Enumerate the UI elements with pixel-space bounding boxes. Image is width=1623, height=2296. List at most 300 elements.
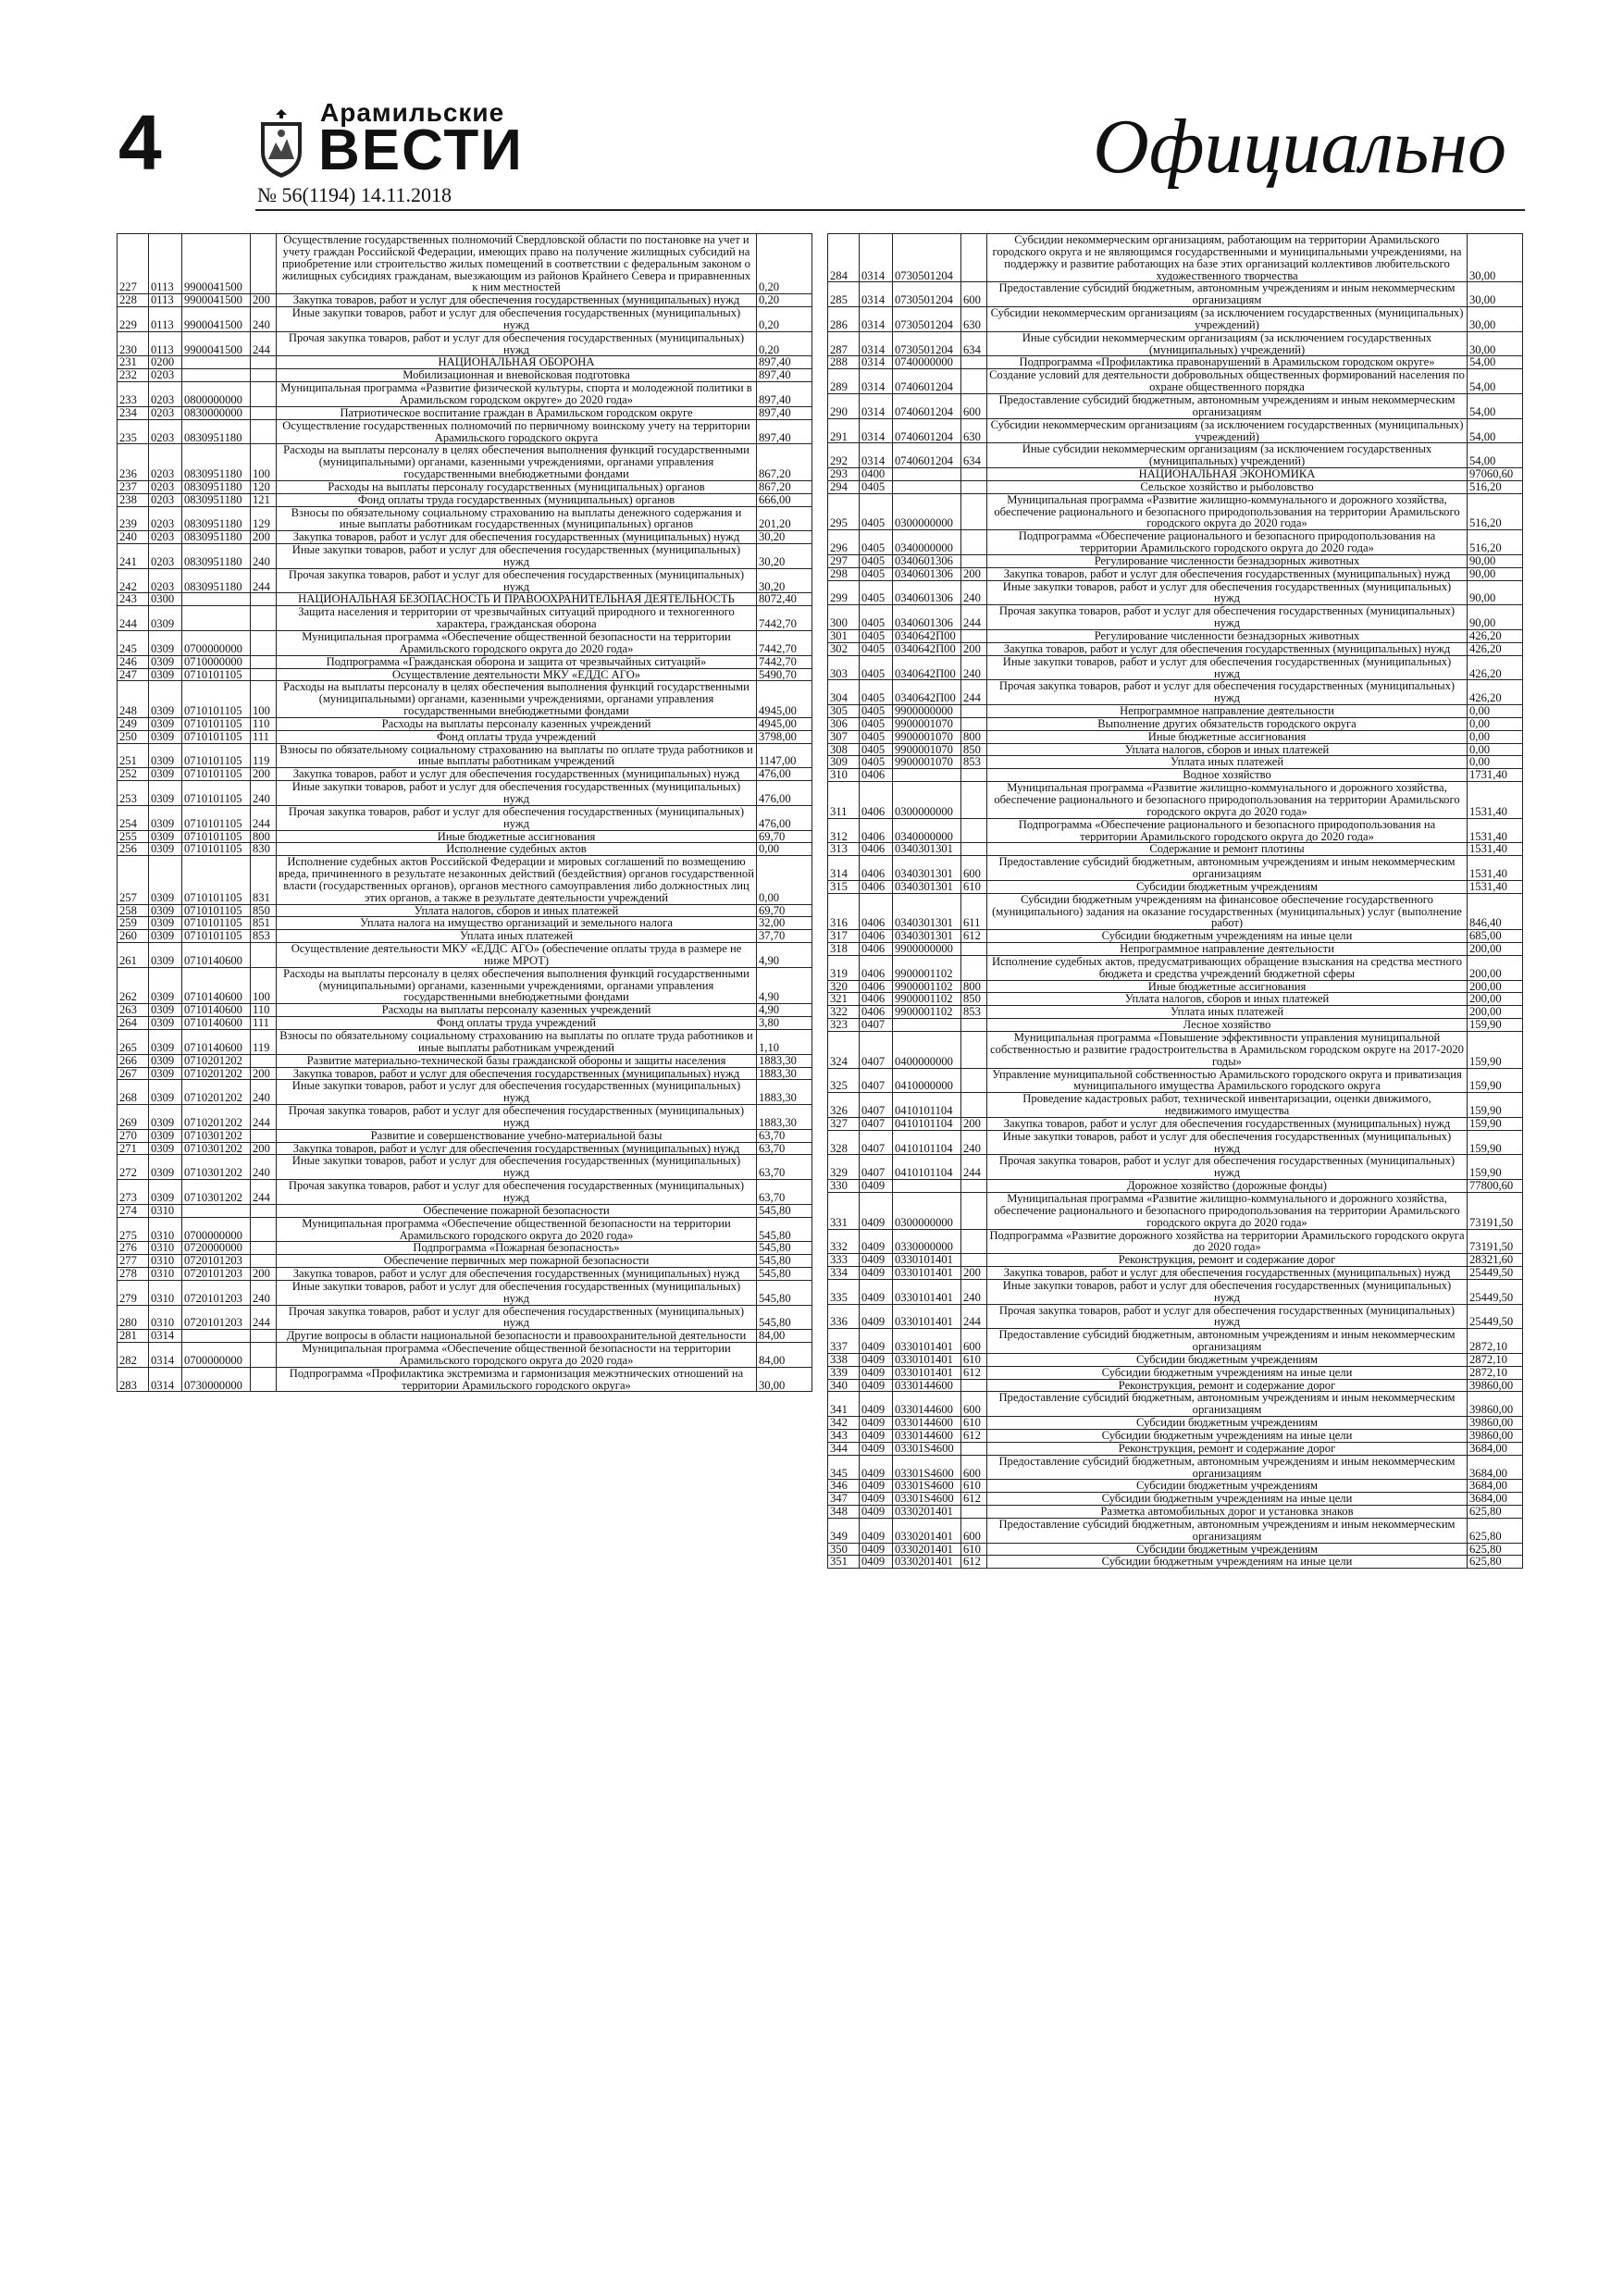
description: Расходы на выплаты персоналу казенных учреждений <box>277 717 757 730</box>
amount: 90,00 <box>1468 567 1523 580</box>
row-number: 280 <box>118 1305 149 1330</box>
expense-type <box>251 943 277 968</box>
table-row <box>118 1330 812 1343</box>
target-code <box>893 468 961 481</box>
table-row <box>828 893 1523 930</box>
table-row <box>828 1019 1523 1032</box>
description: Субсидии бюджетным учреждениям <box>987 880 1468 893</box>
table-row <box>118 655 812 668</box>
section-code: 0310 <box>149 1255 182 1268</box>
amount: 30,20 <box>757 568 812 593</box>
amount: 84,00 <box>757 1343 812 1368</box>
description: Непрограммное направление деятельности <box>987 943 1468 956</box>
budget-table-right <box>827 233 1523 1569</box>
table-row <box>828 1366 1523 1379</box>
section-code: 0409 <box>860 1506 893 1519</box>
target-code: 0340642П00 <box>893 680 961 705</box>
table-row <box>828 630 1523 643</box>
table-row <box>828 1068 1523 1093</box>
row-number: 252 <box>118 768 149 781</box>
description: Расходы на выплаты персоналу государственных (муниципальных) органов <box>277 480 757 493</box>
amount: 0,00 <box>1468 730 1523 743</box>
description: Муниципальная программа «Обеспечение общественной безопасности на территории Арамильского городского округа до 2020 года» <box>277 631 757 656</box>
description: Иные закупки товаров, работ и услуг для обеспечения государственных (муниципальных) нужд <box>987 580 1468 605</box>
expense-type: 610 <box>961 880 987 893</box>
table-row <box>828 468 1523 481</box>
row-number: 294 <box>828 480 860 493</box>
expense-type <box>961 468 987 481</box>
amount: 685,00 <box>1468 930 1523 943</box>
expense-type: 240 <box>961 580 987 605</box>
table-row <box>828 993 1523 1006</box>
target-code: 0340000000 <box>893 818 961 843</box>
target-code: 0730501204 <box>893 307 961 332</box>
section-code: 0113 <box>149 307 182 332</box>
section-code: 0405 <box>860 567 893 580</box>
expense-type: 200 <box>251 1268 277 1281</box>
expense-type: 850 <box>251 904 277 917</box>
row-number: 299 <box>828 580 860 605</box>
expense-type: 200 <box>251 294 277 307</box>
section-code: 0309 <box>149 1030 182 1055</box>
target-code: 0340642П00 <box>893 655 961 680</box>
expense-type: 612 <box>961 930 987 943</box>
section-code: 0405 <box>860 630 893 643</box>
expense-type <box>961 1192 987 1229</box>
target-code: 0710201202 <box>182 1054 251 1067</box>
expense-type: 831 <box>251 856 277 904</box>
section-code: 0407 <box>860 1068 893 1093</box>
target-code: 0330201401 <box>893 1506 961 1519</box>
row-number: 336 <box>828 1304 860 1329</box>
row-number: 314 <box>828 856 860 881</box>
amount: 63,70 <box>757 1180 812 1205</box>
description: Взносы по обязательному социальному страхованию на выплаты денежного содержания и иные выплаты работникам государственных (муниципальных) органов <box>277 506 757 531</box>
target-code: 0340301301 <box>893 893 961 930</box>
amount: 516,20 <box>1468 493 1523 530</box>
section-code: 0405 <box>860 493 893 530</box>
description: Субсидии бюджетным учреждениям на иные цели <box>987 1430 1468 1443</box>
table-row <box>118 480 812 493</box>
table-row <box>828 756 1523 769</box>
expense-type: 853 <box>961 1006 987 1019</box>
row-number: 343 <box>828 1430 860 1443</box>
amount: 39860,00 <box>1468 1392 1523 1417</box>
target-code: 0730000000 <box>182 1367 251 1392</box>
expense-type: 200 <box>251 531 277 544</box>
table-row <box>828 1506 1523 1519</box>
amount: 200,00 <box>1468 993 1523 1006</box>
description: Иные бюджетные ассигнования <box>987 730 1468 743</box>
expense-type <box>961 1254 987 1267</box>
amount: 32,00 <box>757 917 812 930</box>
target-code <box>893 1019 961 1032</box>
section-code: 0409 <box>860 1366 893 1379</box>
expense-type: 200 <box>251 1142 277 1155</box>
expense-type <box>961 705 987 718</box>
amount: 73191,50 <box>1468 1229 1523 1254</box>
section-code: 0309 <box>149 943 182 968</box>
table-row <box>118 369 812 382</box>
section-code: 0406 <box>860 980 893 993</box>
description: Прочая закупка товаров, работ и услуг для обеспечения государственных (муниципальных) нужд <box>987 680 1468 705</box>
expense-type <box>251 1367 277 1392</box>
table-row <box>828 530 1523 555</box>
row-number: 313 <box>828 843 860 856</box>
target-code: 0720101203 <box>182 1268 251 1281</box>
description: Закупка товаров, работ и услуг для обеспечения государственных (муниципальных) нужд <box>277 1268 757 1281</box>
amount: 73191,50 <box>1468 1192 1523 1229</box>
row-number: 310 <box>828 769 860 782</box>
table-row <box>828 769 1523 782</box>
table-row <box>828 843 1523 856</box>
expense-type <box>961 630 987 643</box>
header-divider <box>255 209 1525 211</box>
section-code: 0309 <box>149 1180 182 1205</box>
table-row <box>828 1229 1523 1254</box>
table-row <box>118 1217 812 1242</box>
description: Содержание и ремонт плотины <box>987 843 1468 856</box>
target-code: 0340000000 <box>893 530 961 555</box>
row-number: 259 <box>118 917 149 930</box>
expense-type: 240 <box>251 1280 277 1305</box>
budget-table-left <box>117 233 812 1392</box>
expense-type: 240 <box>961 1130 987 1155</box>
description: Реконструкция, ремонт и содержание дорог <box>987 1442 1468 1455</box>
table-row <box>828 880 1523 893</box>
row-number: 330 <box>828 1180 860 1193</box>
row-number: 348 <box>828 1506 860 1519</box>
expense-type: 119 <box>251 743 277 768</box>
target-code: 9900001102 <box>893 980 961 993</box>
target-code: 0830951180 <box>182 544 251 569</box>
expense-type <box>961 1229 987 1254</box>
row-number: 342 <box>828 1417 860 1430</box>
description: Исполнение судебных актов Российской Федерации и мировых соглашений по возмещению вреда, причиненного в результате незаконных действий (бездействия) органов государственной власти (государственных органов), органов местного самоуправления либо должностных лиц этих органов, а также в результате деятельности учреждений <box>277 856 757 904</box>
row-number: 231 <box>118 356 149 369</box>
target-code: 0730501204 <box>893 331 961 356</box>
target-code: 9900001070 <box>893 730 961 743</box>
expense-type: 853 <box>251 930 277 943</box>
row-number: 273 <box>118 1180 149 1205</box>
section-code: 0309 <box>149 1142 182 1155</box>
section-code: 0203 <box>149 480 182 493</box>
table-row <box>118 904 812 917</box>
section-code: 0203 <box>149 531 182 544</box>
target-code: 0340642П00 <box>893 630 961 643</box>
table-row <box>828 393 1523 418</box>
table-row <box>828 331 1523 356</box>
row-number: 298 <box>828 567 860 580</box>
expense-type <box>961 530 987 555</box>
row-number: 245 <box>118 631 149 656</box>
target-code: 0710101105 <box>182 668 251 681</box>
description: Развитие материально-технической базы гражданской обороны и защиты населения <box>277 1054 757 1067</box>
description: Прочая закупка товаров, работ и услуг для обеспечения государственных (муниципальных) нужд <box>277 1180 757 1205</box>
table-row <box>828 567 1523 580</box>
target-code: 0300000000 <box>893 493 961 530</box>
table-row <box>118 917 812 930</box>
target-code: 0330201401 <box>893 1518 961 1543</box>
section-code: 0314 <box>860 393 893 418</box>
table-row <box>828 818 1523 843</box>
amount: 7442,70 <box>757 606 812 631</box>
section-code: 0406 <box>860 943 893 956</box>
table-row <box>118 544 812 569</box>
description: Прочая закупка товаров, работ и услуг для обеспечения государственных (муниципальных) нужд <box>277 568 757 593</box>
expense-type: 129 <box>251 506 277 531</box>
table-row <box>828 642 1523 655</box>
target-code: 9900001070 <box>893 743 961 756</box>
expense-type: 600 <box>961 282 987 307</box>
target-code: 0710101105 <box>182 781 251 806</box>
section-code: 0309 <box>149 743 182 768</box>
description: Уплата иных платежей <box>987 1006 1468 1019</box>
section-code: 0309 <box>149 1080 182 1105</box>
amount: 426,20 <box>1468 630 1523 643</box>
table-row <box>828 493 1523 530</box>
description: Закупка товаров, работ и услуг для обеспечения государственных (муниципальных) нужд <box>987 1267 1468 1280</box>
amount: 516,20 <box>1468 480 1523 493</box>
description: Муниципальная программа «Развитие жилищно-коммунального и дорожного хозяйства, обеспечение рационального и безопасного природопользования на территории Арамильского городского округа до 2020 года» <box>987 1192 1468 1229</box>
amount: 1531,40 <box>1468 818 1523 843</box>
table-row <box>828 307 1523 332</box>
description: Подпрограмма «Обеспечение рационального и безопасного природопользования на территории Арамильского городского округа до 2020 года» <box>987 818 1468 843</box>
description: Подпрограмма «Гражданская оборона и защита от чрезвычайных ситуаций» <box>277 655 757 668</box>
row-number: 325 <box>828 1068 860 1093</box>
expense-type <box>961 480 987 493</box>
expense-type: 830 <box>251 843 277 856</box>
expense-type: 610 <box>961 1480 987 1493</box>
description: Уплата налогов, сборов и иных платежей <box>277 904 757 917</box>
row-number: 346 <box>828 1480 860 1493</box>
target-code: 0730501204 <box>893 282 961 307</box>
section-code: 0407 <box>860 1155 893 1180</box>
description: Уплата налогов, сборов и иных платежей <box>987 993 1468 1006</box>
amount: 159,90 <box>1468 1130 1523 1155</box>
section-code: 0310 <box>149 1305 182 1330</box>
amount: 625,80 <box>1468 1556 1523 1569</box>
amount: 201,20 <box>757 506 812 531</box>
table-row <box>828 1543 1523 1556</box>
expense-type <box>961 1379 987 1392</box>
target-code: 0340301301 <box>893 843 961 856</box>
description: Осуществление деятельности МКУ «ЕДДС АГО» <box>277 668 757 681</box>
description: Мобилизационная и вневойсковая подготовка <box>277 369 757 382</box>
section-code: 0407 <box>860 1032 893 1069</box>
description: Создание условий для деятельности добровольных общественных формирований населения по охране общественного порядка <box>987 369 1468 394</box>
description: Осуществление государственных полномочий по первичному воинскому учету на территории Арамильского городского округа <box>277 419 757 444</box>
row-number: 262 <box>118 967 149 1004</box>
table-row <box>828 1556 1523 1569</box>
amount: 545,80 <box>757 1255 812 1268</box>
table-row <box>828 1379 1523 1392</box>
expense-type: 200 <box>961 1117 987 1130</box>
target-code: 9900000000 <box>893 705 961 718</box>
row-number: 351 <box>828 1556 860 1569</box>
table-row <box>828 1093 1523 1118</box>
expense-type <box>251 234 277 294</box>
expense-type: 200 <box>251 1067 277 1080</box>
amount: 25449,50 <box>1468 1267 1523 1280</box>
target-code: 03301S4600 <box>893 1480 961 1493</box>
expense-type: 600 <box>961 1392 987 1417</box>
description: Проведение кадастровых работ, технической инвентаризации, оценки движимого, недвижимого имущества <box>987 1093 1468 1118</box>
section-code: 0314 <box>860 418 893 443</box>
amount: 7442,70 <box>757 631 812 656</box>
table-row <box>118 1067 812 1080</box>
table-row <box>118 1054 812 1067</box>
expense-type <box>251 1217 277 1242</box>
section-code: 0405 <box>860 743 893 756</box>
section-code: 0405 <box>860 642 893 655</box>
row-number: 347 <box>828 1493 860 1506</box>
expense-type <box>251 1204 277 1217</box>
section-code: 0200 <box>149 356 182 369</box>
expense-type <box>251 631 277 656</box>
section-code: 0406 <box>860 856 893 881</box>
expense-type: 610 <box>961 1543 987 1556</box>
target-code: 0710101105 <box>182 730 251 743</box>
target-code: 0700000000 <box>182 1217 251 1242</box>
row-number: 249 <box>118 717 149 730</box>
description: Фонд оплаты труда учреждений <box>277 730 757 743</box>
section-code: 0309 <box>149 730 182 743</box>
target-code: 0330101401 <box>893 1279 961 1304</box>
expense-type: 630 <box>961 418 987 443</box>
section-code: 0409 <box>860 1417 893 1430</box>
section-code: 0409 <box>860 1480 893 1493</box>
target-code: 0340301301 <box>893 930 961 943</box>
amount: 1531,40 <box>1468 856 1523 881</box>
expense-type <box>961 1093 987 1118</box>
target-code: 9900001070 <box>893 756 961 769</box>
amount: 3684,00 <box>1468 1493 1523 1506</box>
description: Фонд оплаты труда государственных (муниципальных) органов <box>277 493 757 506</box>
target-code: 0710000000 <box>182 655 251 668</box>
row-number: 277 <box>118 1255 149 1268</box>
page-header <box>109 93 1516 222</box>
description: Подпрограмма «Пожарная безопасность» <box>277 1242 757 1255</box>
target-code: 0710101105 <box>182 843 251 856</box>
section-code: 0203 <box>149 406 182 419</box>
target-code: 0700000000 <box>182 1343 251 1368</box>
target-code: 0400000000 <box>893 1032 961 1069</box>
section-code: 0309 <box>149 1155 182 1180</box>
row-number: 267 <box>118 1067 149 1080</box>
target-code: 9900001102 <box>893 955 961 980</box>
section-code: 0409 <box>860 1556 893 1569</box>
row-number: 326 <box>828 1093 860 1118</box>
row-number: 244 <box>118 606 149 631</box>
section-code: 0405 <box>860 730 893 743</box>
section-code: 0406 <box>860 818 893 843</box>
description: Исполнение судебных актов, предусматривающих обращение взыскания на средства местного бюджета и средства учреждений бюджетной сферы <box>987 955 1468 980</box>
expense-type <box>961 943 987 956</box>
expense-type: 611 <box>961 893 987 930</box>
target-code: 0330101401 <box>893 1254 961 1267</box>
section-code: 0309 <box>149 1004 182 1017</box>
section-code: 0310 <box>149 1204 182 1217</box>
table-row <box>118 1142 812 1155</box>
expense-type <box>961 1180 987 1193</box>
section-code: 0405 <box>860 717 893 730</box>
target-code <box>182 1204 251 1217</box>
table-row <box>828 1353 1523 1366</box>
amount: 0,00 <box>1468 756 1523 769</box>
amount: 1883,30 <box>757 1080 812 1105</box>
expense-type: 850 <box>961 743 987 756</box>
table-row <box>118 1204 812 1217</box>
target-code: 0830951180 <box>182 531 251 544</box>
target-code: 0330101401 <box>893 1267 961 1280</box>
section-code: 0314 <box>149 1343 182 1368</box>
table-row <box>118 1155 812 1180</box>
section-title: Официально <box>1093 104 1506 190</box>
amount: 0,00 <box>1468 705 1523 718</box>
row-number: 327 <box>828 1117 860 1130</box>
row-number: 288 <box>828 356 860 369</box>
target-code: 0710101105 <box>182 805 251 830</box>
amount: 159,90 <box>1468 1093 1523 1118</box>
description: Субсидии бюджетным учреждениям на финансовое обеспечение государственного (муниципального) задания на оказание государственных (муниципальных) услуг (выполнение работ) <box>987 893 1468 930</box>
table-row <box>118 1105 812 1130</box>
description: Фонд оплаты труда учреждений <box>277 1017 757 1030</box>
target-code <box>893 480 961 493</box>
table-row <box>828 1455 1523 1480</box>
expense-type: 111 <box>251 1017 277 1030</box>
expense-type <box>251 655 277 668</box>
target-code: 0710140600 <box>182 1030 251 1055</box>
expense-type: 612 <box>961 1556 987 1569</box>
table-row <box>828 418 1523 443</box>
row-number: 235 <box>118 419 149 444</box>
target-code: 0710140600 <box>182 943 251 968</box>
expense-type: 244 <box>251 1180 277 1205</box>
amount: 2872,10 <box>1468 1366 1523 1379</box>
table-row <box>828 443 1523 468</box>
description: Взносы по обязательному социальному страхованию на выплаты по оплате труда работников и иные выплаты работникам учреждений <box>277 743 757 768</box>
amount: 5490,70 <box>757 668 812 681</box>
row-number: 316 <box>828 893 860 930</box>
amount: 1883,30 <box>757 1105 812 1130</box>
target-code: 03301S4600 <box>893 1493 961 1506</box>
target-code: 0710101105 <box>182 717 251 730</box>
row-number: 281 <box>118 1330 149 1343</box>
amount: 77800,60 <box>1468 1180 1523 1193</box>
target-code: 0330144600 <box>893 1430 961 1443</box>
row-number: 339 <box>828 1366 860 1379</box>
description: Закупка товаров, работ и услуг для обеспечения государственных (муниципальных) нужд <box>987 567 1468 580</box>
brand-top-text: Арамильские <box>320 98 505 127</box>
right-column <box>827 233 1523 1569</box>
row-number: 320 <box>828 980 860 993</box>
amount: 1531,40 <box>1468 843 1523 856</box>
target-code: 0830951180 <box>182 493 251 506</box>
description: Закупка товаров, работ и услуг для обеспечения государственных (муниципальных) нужд <box>277 1067 757 1080</box>
section-code: 0314 <box>860 282 893 307</box>
amount: 30,00 <box>1468 234 1523 282</box>
table-row <box>828 717 1523 730</box>
section-code: 0409 <box>860 1353 893 1366</box>
amount: 1731,40 <box>1468 769 1523 782</box>
description: Иные бюджетные ассигнования <box>277 830 757 843</box>
expense-type: 110 <box>251 717 277 730</box>
amount: 200,00 <box>1468 955 1523 980</box>
expense-type: 200 <box>961 1267 987 1280</box>
section-code: 0409 <box>860 1254 893 1267</box>
row-number: 328 <box>828 1130 860 1155</box>
